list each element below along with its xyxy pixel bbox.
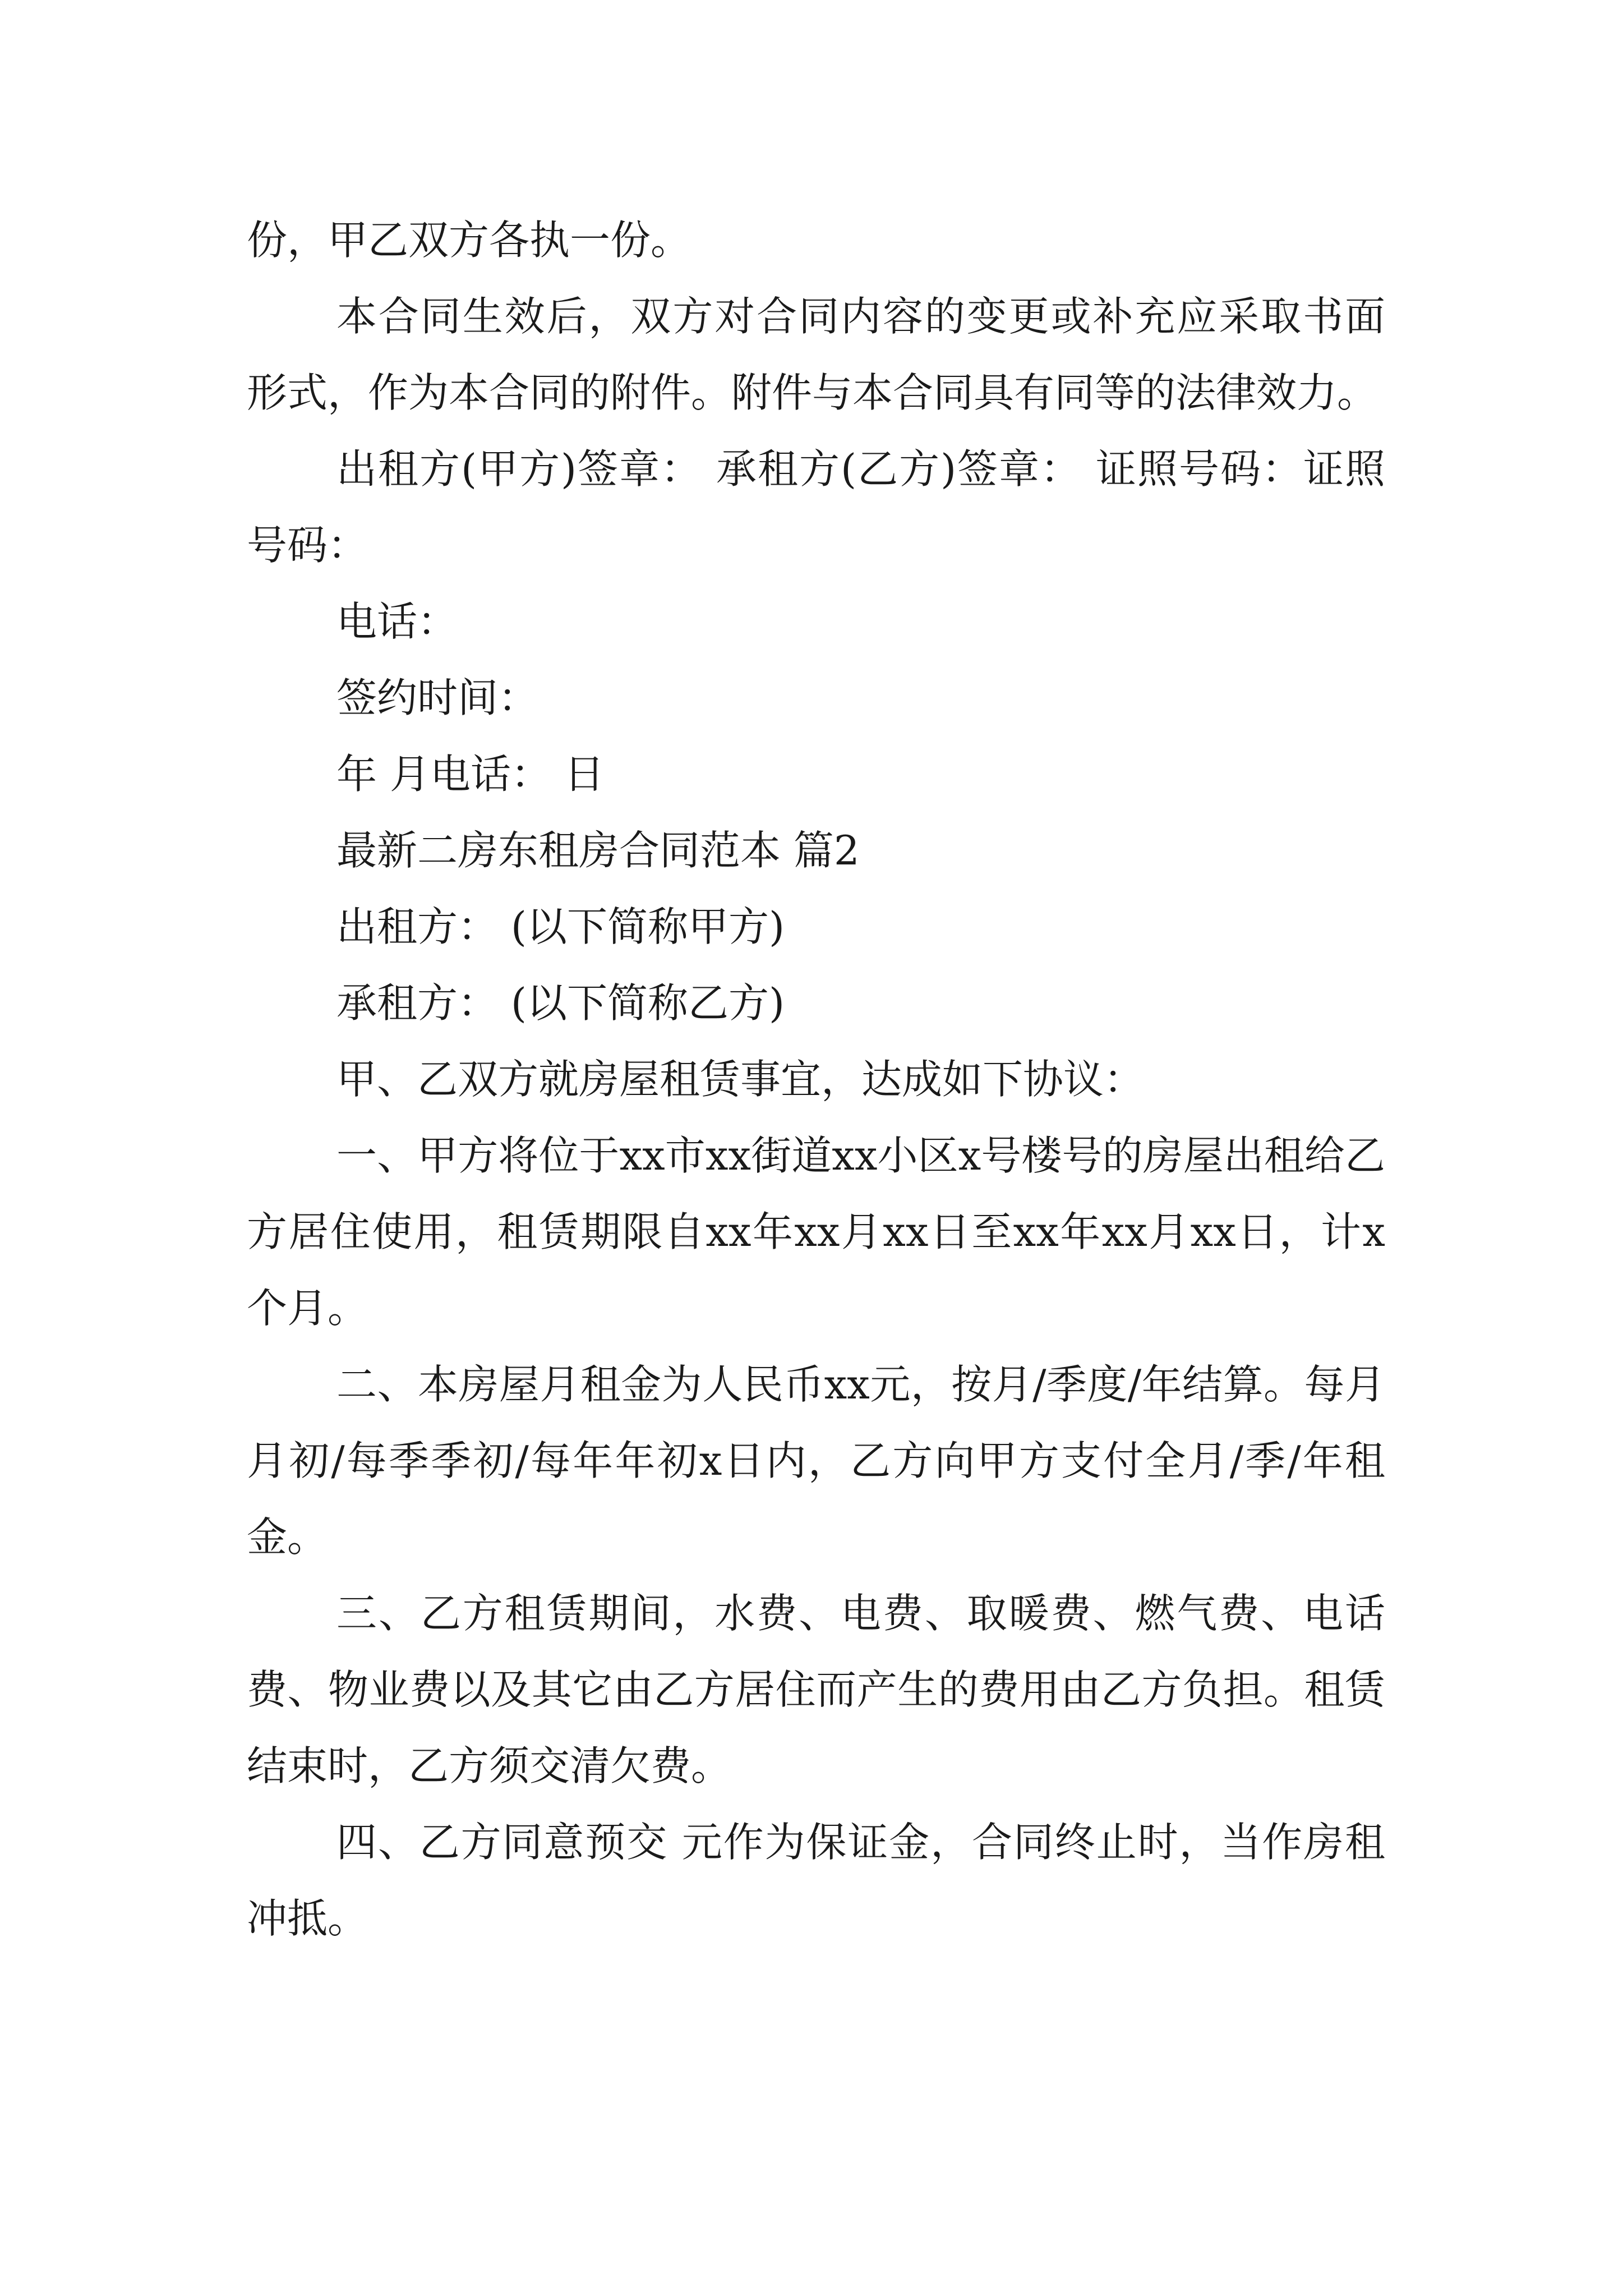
paragraph-phone: 电话： [336,598,458,645]
paragraph-lessee: 承租方： (以下简称乙方) [336,979,785,1027]
section-title: 最新二房东租房合同范本 篇2 [336,827,860,874]
clause-2: 二、本房屋月租金为人民币xx元，按月/季度/年结算。每月月初/每季季初/每年年初x日内，乙方向甲方支付全月/季/年租金。 [247,1361,1385,1561]
paragraph-signing-time: 签约时间： [336,674,539,721]
paragraph-amendment-clause: 本合同生效后，双方对合同内容的变更或补充应采取书面形式，作为本合同的附件。附件与本合同具有同等的法律效力。 [247,293,1385,416]
document-body [247,202,1385,1957]
clause-1: 一、甲方将位于xx市xx街道xx小区x号楼号的房屋出租给乙方居住使用，租赁期限自xx年xx月xx日至xx年xx月xx日，计x个月。 [247,1132,1385,1332]
paragraph-continuation: 份，甲乙双方各执一份。 [247,217,691,264]
paragraph-agreement-intro: 甲、乙双方就房屋租赁事宜，达成如下协议： [336,1056,1145,1103]
clause-3: 三、乙方租赁期间，水费、电费、取暖费、燃气费、电话费、物业费以及其它由乙方居住而产生的费用由乙方负担。租赁结束时，乙方须交清欠费。 [247,1590,1385,1789]
paragraph-signature-line: 出租方(甲方)签章： 承租方(乙方)签章： 证照号码：证照号码： [247,445,1385,569]
paragraph-date-line: 年 月电话： 日 [336,751,605,798]
paragraph-lessor: 出租方： (以下简称甲方) [336,903,785,950]
clause-4: 四、乙方同意预交 元作为保证金，合同终止时，当作房租冲抵。 [247,1819,1385,1942]
